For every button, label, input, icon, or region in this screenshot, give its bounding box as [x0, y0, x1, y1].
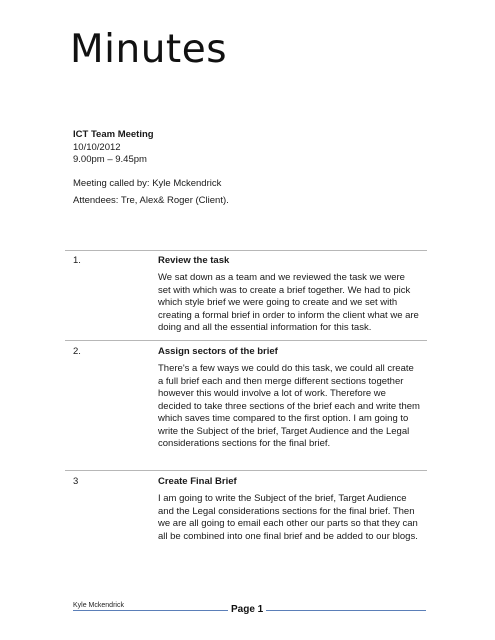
item-heading: Assign sectors of the brief	[158, 346, 278, 357]
footer-rule-left	[73, 610, 228, 611]
item-number: 2.	[73, 346, 81, 357]
meeting-attendees: Attendees: Tre, Alex& Roger (Client).	[73, 195, 229, 206]
footer-author: Kyle Mckendrick	[73, 602, 124, 609]
item-heading: Create Final Brief	[158, 476, 237, 487]
meeting-date: 10/10/2012	[73, 141, 121, 153]
agenda-item	[158, 346, 420, 451]
item-divider	[65, 250, 427, 251]
footer-rule-right	[266, 610, 426, 611]
meeting-info	[73, 129, 154, 167]
item-heading: Review the task	[158, 255, 230, 266]
item-number: 1.	[73, 255, 81, 266]
meeting-name: ICT Team Meeting	[73, 129, 154, 140]
item-body: I am going to write the Subject of the brief, Target Audience and the Legal considerations sections for the final brief. Then we are all going to email each other our parts so that they can all be combined into one final brief and be added to our blogs.	[158, 493, 418, 542]
meeting-called-by: Meeting called by: Kyle Mckendrick	[73, 178, 222, 189]
item-divider	[65, 470, 427, 471]
item-body: We sat down as a team and we reviewed the task we were set with which was to create a brief together. We had to pick which style brief we were going to create and we set with creating a formal brief in order to inform the client what we are doing and all the essential information for this task.	[158, 272, 419, 333]
agenda-item	[158, 255, 420, 335]
item-number: 3	[73, 476, 79, 487]
footer-page-number: Page 1	[231, 604, 264, 615]
item-divider	[65, 340, 427, 341]
meeting-time: 9.00pm – 9.45pm	[73, 154, 147, 165]
page-title: Minutes	[70, 27, 228, 72]
item-body: There's a few ways we could do this task, we could all create a full brief each and then merge different sections together however this would involve a lot of work. Therefore we decided to take three sections of the brief each and write them which saves time compared to the first option. I am going to write the Subject of the brief, Target Audience and the Legal considerations sections for the final brief.	[158, 363, 420, 449]
agenda-item	[158, 476, 420, 543]
